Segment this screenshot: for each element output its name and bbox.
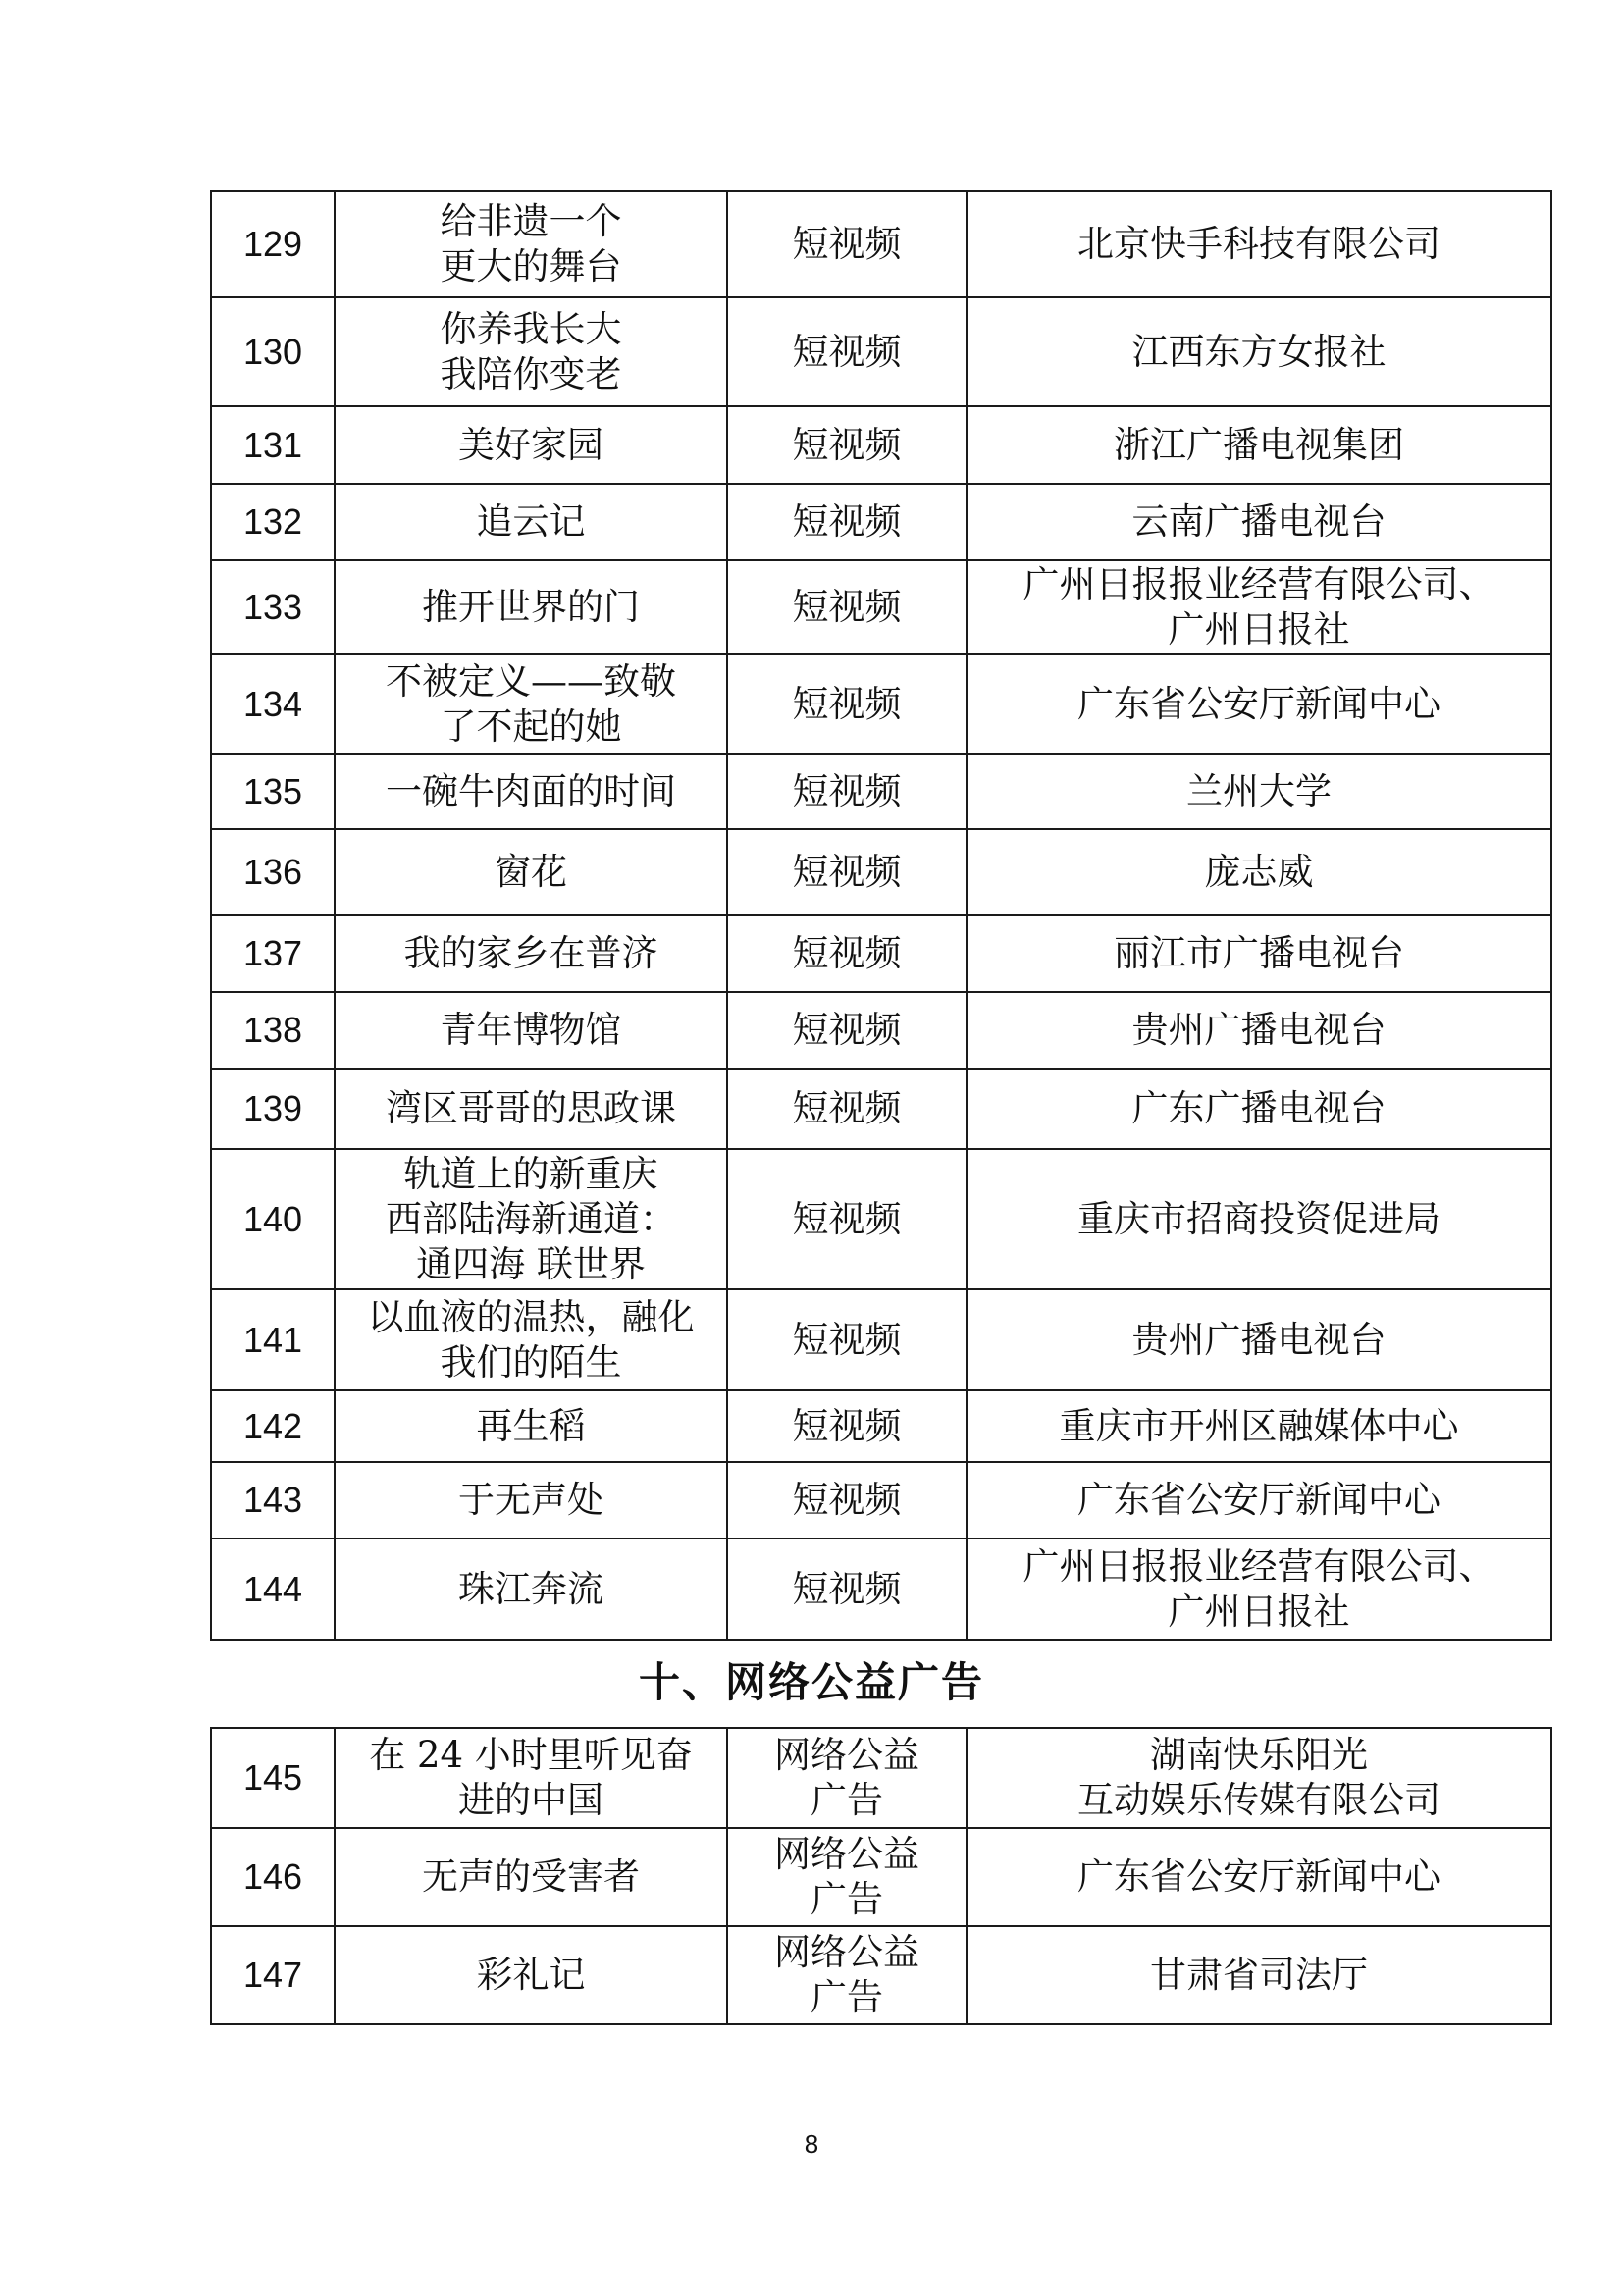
work-title: 以血液的温热，融化 我们的陌生 [335, 1289, 727, 1390]
work-title: 无声的受害者 [335, 1828, 727, 1926]
table-row [211, 1926, 1551, 2024]
row-number: 134 [211, 654, 335, 754]
organization: 贵州广播电视台 [967, 992, 1551, 1069]
work-category: 短视频 [727, 1390, 967, 1462]
row-number: 145 [211, 1728, 335, 1828]
table-row [211, 1539, 1551, 1640]
organization: 丽江市广播电视台 [967, 915, 1551, 992]
work-title: 在 24 小时里听见奋 进的中国 [335, 1728, 727, 1828]
work-title: 一碗牛肉面的时间 [335, 754, 727, 829]
table-row [211, 992, 1551, 1069]
row-number: 143 [211, 1462, 335, 1539]
table-row [211, 654, 1551, 754]
organization: 浙江广播电视集团 [967, 406, 1551, 484]
table-row [211, 297, 1551, 406]
table-row [211, 1069, 1551, 1149]
table-row [211, 915, 1551, 992]
work-title: 再生稻 [335, 1390, 727, 1462]
organization: 江西东方女报社 [967, 297, 1551, 406]
organization: 云南广播电视台 [967, 484, 1551, 560]
work-title: 湾区哥哥的思政课 [335, 1069, 727, 1149]
organization: 广东省公安厅新闻中心 [967, 1828, 1551, 1926]
row-number: 132 [211, 484, 335, 560]
table-row [211, 1390, 1551, 1462]
row-number: 136 [211, 829, 335, 915]
row-number: 131 [211, 406, 335, 484]
row-number: 142 [211, 1390, 335, 1462]
row-number: 135 [211, 754, 335, 829]
work-title: 不被定义——致敬 了不起的她 [335, 654, 727, 754]
work-title: 我的家乡在普济 [335, 915, 727, 992]
work-category: 短视频 [727, 1462, 967, 1539]
table-row [211, 1149, 1551, 1289]
table-row [211, 829, 1551, 915]
organization: 湖南快乐阳光 互动娱乐传媒有限公司 [967, 1728, 1551, 1828]
organization: 兰州大学 [967, 754, 1551, 829]
section-heading: 十、网络公益广告 [638, 1658, 984, 1706]
work-title: 轨道上的新重庆 西部陆海新通道： 通四海 联世界 [335, 1149, 727, 1289]
work-category: 短视频 [727, 1539, 967, 1640]
work-category: 短视频 [727, 992, 967, 1069]
row-number: 138 [211, 992, 335, 1069]
organization: 广东广播电视台 [967, 1069, 1551, 1149]
awards-table-public-ads [210, 1727, 1552, 2025]
organization: 广东省公安厅新闻中心 [967, 1462, 1551, 1539]
work-title: 彩礼记 [335, 1926, 727, 2024]
table-row [211, 1728, 1551, 1828]
organization: 重庆市开州区融媒体中心 [967, 1390, 1551, 1462]
work-category: 短视频 [727, 829, 967, 915]
work-title: 你养我长大 我陪你变老 [335, 297, 727, 406]
table-row [211, 1289, 1551, 1390]
table-row [211, 754, 1551, 829]
work-title: 青年博物馆 [335, 992, 727, 1069]
work-category: 短视频 [727, 754, 967, 829]
work-category: 短视频 [727, 406, 967, 484]
work-title: 推开世界的门 [335, 560, 727, 654]
work-title: 给非遗一个 更大的舞台 [335, 191, 727, 297]
row-number: 144 [211, 1539, 335, 1640]
table-row [211, 1462, 1551, 1539]
work-title: 窗花 [335, 829, 727, 915]
organization: 贵州广播电视台 [967, 1289, 1551, 1390]
row-number: 130 [211, 297, 335, 406]
work-category: 网络公益 广告 [727, 1828, 967, 1926]
row-number: 133 [211, 560, 335, 654]
work-category: 短视频 [727, 654, 967, 754]
organization: 广州日报报业经营有限公司、 广州日报社 [967, 560, 1551, 654]
awards-table-short-video [210, 190, 1552, 1641]
work-category: 短视频 [727, 1069, 967, 1149]
work-category: 短视频 [727, 1289, 967, 1390]
work-title: 于无声处 [335, 1462, 727, 1539]
table-row [211, 1828, 1551, 1926]
row-number: 146 [211, 1828, 335, 1926]
organization: 重庆市招商投资促进局 [967, 1149, 1551, 1289]
work-category: 短视频 [727, 1149, 967, 1289]
organization: 庞志威 [967, 829, 1551, 915]
work-title: 追云记 [335, 484, 727, 560]
organization: 广州日报报业经营有限公司、 广州日报社 [967, 1539, 1551, 1640]
work-title: 珠江奔流 [335, 1539, 727, 1640]
organization: 北京快手科技有限公司 [967, 191, 1551, 297]
row-number: 129 [211, 191, 335, 297]
page-number: 8 [804, 2129, 819, 2159]
work-category: 短视频 [727, 297, 967, 406]
organization: 广东省公安厅新闻中心 [967, 654, 1551, 754]
work-category: 短视频 [727, 560, 967, 654]
table-row [211, 191, 1551, 297]
work-category: 短视频 [727, 915, 967, 992]
row-number: 147 [211, 1926, 335, 2024]
row-number: 139 [211, 1069, 335, 1149]
row-number: 140 [211, 1149, 335, 1289]
row-number: 141 [211, 1289, 335, 1390]
work-category: 网络公益 广告 [727, 1926, 967, 2024]
work-category: 短视频 [727, 191, 967, 297]
work-category: 短视频 [727, 484, 967, 560]
table-row [211, 484, 1551, 560]
row-number: 137 [211, 915, 335, 992]
work-title: 美好家园 [335, 406, 727, 484]
table-row [211, 406, 1551, 484]
work-category: 网络公益 广告 [727, 1728, 967, 1828]
organization: 甘肃省司法厅 [967, 1926, 1551, 2024]
table-row [211, 560, 1551, 654]
